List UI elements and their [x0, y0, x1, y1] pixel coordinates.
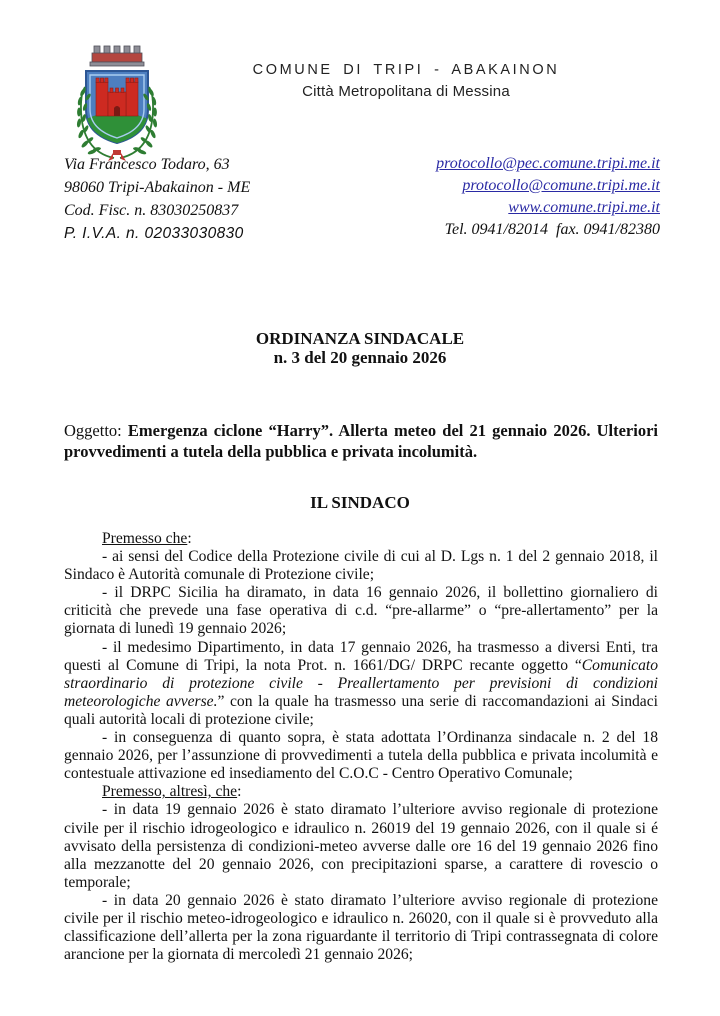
ordinance-title [0, 330, 720, 367]
body-paragraph: - ai sensi del Codice della Protezione civile di cui al D. Lgs n. 1 del 2 gennaio 2018, il Sindaco è Autorità comunale di Protezione civile; [64, 548, 658, 584]
body-paragraph-segment: - il medesimo Dipartimento, in data 17 gennaio 2026, ha trasmesso a diversi Enti, tra questi al Comune di Tripi, la nota Prot. n. 1661/DG/ DRPC recante oggetto “ [64, 638, 658, 674]
email-link[interactable]: protocollo@comune.tripi.me.it [462, 177, 660, 194]
address-street: Via Francesco Todaro, 63 [64, 156, 230, 173]
contacts-block [436, 153, 660, 245]
altresi-heading-colon: : [237, 783, 242, 801]
vat-number: P. I.V.A. n. 02033030830 [64, 225, 244, 242]
subject-label: Oggetto: [64, 421, 128, 440]
letterhead [92, 62, 720, 100]
website-link[interactable]: www.comune.tripi.me.it [508, 199, 660, 216]
subject-text: Emergenza ciclone “Harry”. Allerta meteo del 21 gennaio 2026. Ulteriori provvedimenti a tutela della pubblica e privata incolumità. [64, 421, 658, 461]
ordinance-number-line: n. 3 del 20 gennaio 2026 [273, 347, 447, 367]
phone-fax-line: Tel. 0941/82014 fax. 0941/82380 [444, 221, 660, 238]
body-paragraph: - il DRPC Sicilia ha diramato, in data 16 gennaio 2026, il bollettino giornaliero di criticità che prevede una fase operativa di c.d. “pre-allarme” o “pre-allertamento” per la giornata di lunedì 19 gennaio 2026; [64, 584, 658, 638]
ordinance-title-line: ORDINANZA SINDACALE [255, 329, 465, 348]
body-paragraph: - in conseguenza di quanto sopra, è stata adottata l’Ordinanza sindacale n. 2 del 18 gennaio 2026, per l’assunzione di provvedimenti a tutela della pubblica e privata incolumità e contestuale attivazione ed insediamento del C.O.C - Centro Operativo Comunale; [64, 729, 658, 783]
body-paragraph: - in data 20 gennaio 2026 è stato diramato l’ulteriore avviso regionale di protezione civile per il rischio meteo-idrogeologico e idraulico n. 26020, con il quale si è provveduto alla classificazione dell’allerta per la zona riguardante il territorio di Tripi contrassegnata di colore arancione per la giornata di mercoledì 21 gennaio 2026; [64, 891, 658, 964]
premesso-heading-text: Premesso che [102, 530, 188, 547]
municipality-subtitle: Città Metropolitana di Messina [302, 83, 510, 100]
body-paragraph-quoted-title: Comunicato straordinario di protezione civile - Preallertamento per previsioni di condizioni meteorologiche avverse. [64, 656, 658, 710]
altresi-heading-text: Premesso, altresì, che [102, 783, 238, 801]
address-city: 98060 Tripi-Abakainon - ME [64, 179, 251, 196]
body-paragraph [64, 639, 658, 729]
body-paragraph: - in data 19 gennaio 2026 è stato diramato l’ulteriore avviso regionale di protezione civile per il rischio idrogeologico e idraulico n. 26019 del 19 gennaio 2026, con il quale si é avvisato della persistenza di condizioni-meteo avverse dalle ore 16 del 19 gennaio 2026 fino alla mezzanotte del 20 gennaio 2026, con precipitazioni sparse, a carattere di rovescio o temporale; [64, 801, 658, 891]
fiscal-code: Cod. Fisc. n. 83030250837 [64, 202, 239, 219]
pec-email-link[interactable]: protocollo@pec.comune.tripi.me.it [436, 155, 660, 172]
issuer-heading: IL SINDACO [310, 493, 410, 512]
subject-paragraph [64, 420, 658, 462]
premesso-heading-colon: : [187, 530, 192, 547]
municipality-name: COMUNE DI TRIPI - ABAKAINON [252, 62, 560, 78]
ordinance-body [64, 530, 658, 964]
premesso-heading [64, 530, 658, 548]
address-block [64, 153, 250, 245]
contact-row [64, 153, 660, 245]
body-paragraph-segment: ” con la quale ha trasmesso una serie di raccomandazioni ai Sindaci quali autorità locali di protezione civile; [64, 692, 658, 728]
altresi-heading [64, 783, 658, 801]
